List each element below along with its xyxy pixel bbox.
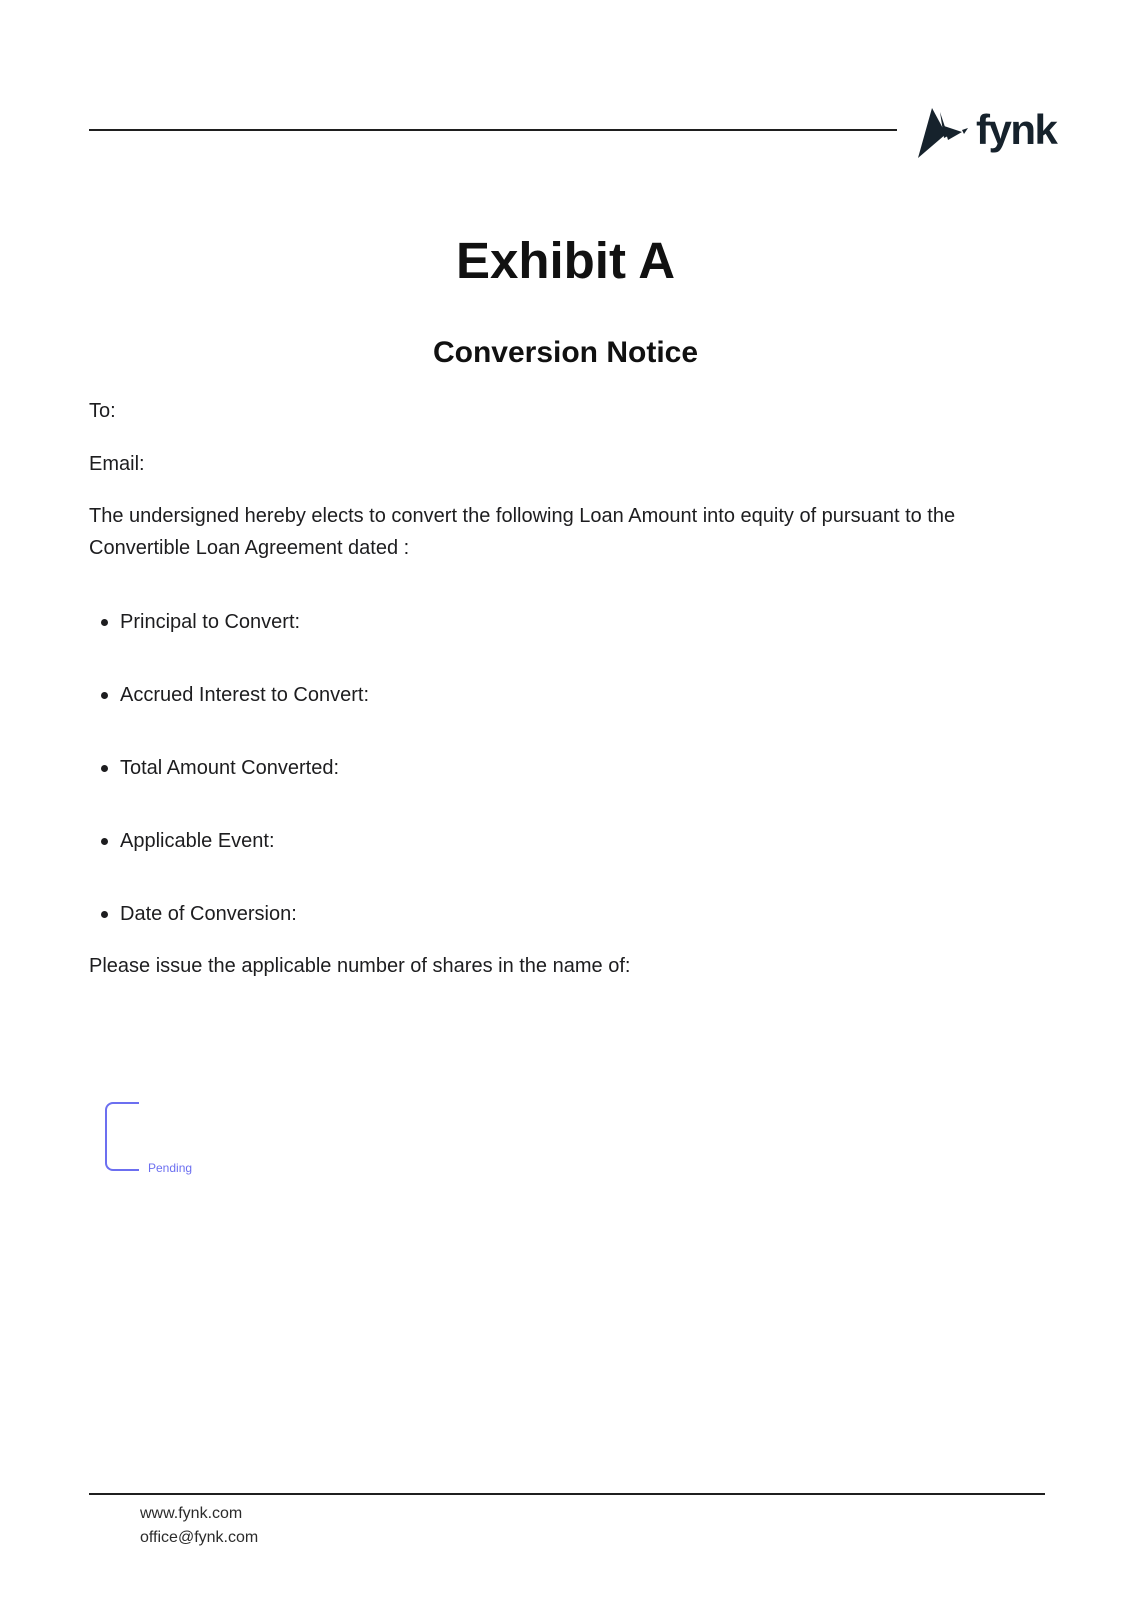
bullet-dot	[101, 911, 108, 918]
issue-shares-paragraph: Please issue the applicable number of shares in the name of:	[89, 955, 631, 977]
page-title: Exhibit A	[455, 232, 676, 289]
header-divider	[89, 129, 897, 131]
footer-divider	[89, 1493, 1045, 1495]
to-field-label: To:	[89, 400, 116, 422]
list-item-label: Date of Conversion:	[120, 903, 297, 925]
page-subtitle: Conversion Notice	[432, 336, 699, 369]
list-item-label: Applicable Event:	[120, 830, 275, 852]
email-field-label: Email:	[89, 453, 145, 475]
signature-status-label: Pending	[148, 1161, 193, 1175]
bullet-dot	[101, 838, 108, 845]
bird-icon	[918, 104, 974, 160]
bullet-dot	[101, 692, 108, 699]
footer-email: office@fynk.com	[140, 1529, 259, 1546]
fynk-logo	[918, 104, 1057, 160]
bullet-dot	[101, 619, 108, 626]
bullet-dot	[101, 765, 108, 772]
list-item-label: Accrued Interest to Convert:	[120, 684, 370, 706]
footer-website: www.fynk.com	[140, 1505, 243, 1522]
logo-wordmark: fynk	[976, 106, 1057, 153]
list-item-label: Total Amount Converted:	[120, 757, 340, 779]
signature-field[interactable]	[105, 1102, 139, 1171]
list-item-label: Principal to Convert:	[120, 611, 301, 633]
intro-paragraph: The undersigned hereby elects to convert the following Loan Amount into equity of pursuant to the Convertible Loan Agreement dated :	[89, 505, 956, 559]
